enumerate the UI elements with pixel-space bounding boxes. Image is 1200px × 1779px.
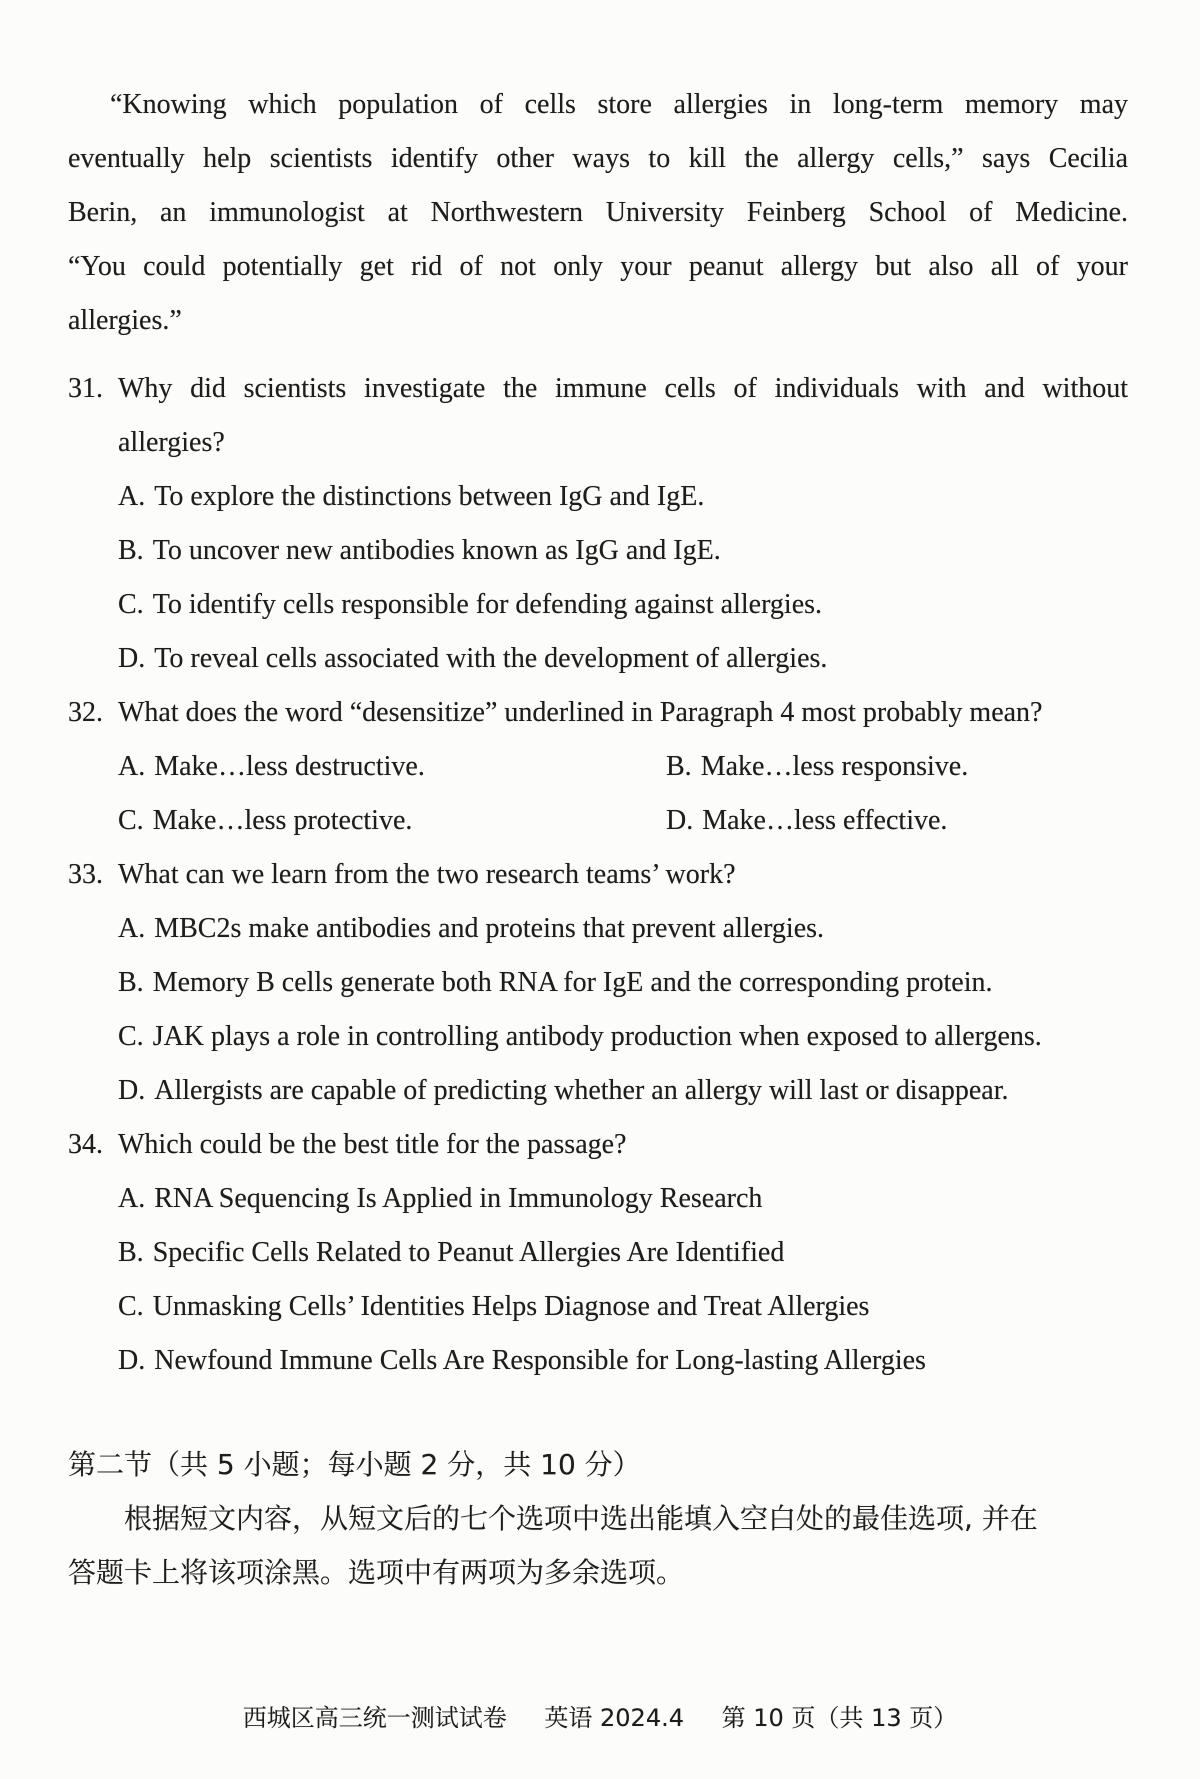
option-33-a <box>118 902 1128 956</box>
options-grid <box>118 740 1128 848</box>
option-text: JAK plays a role in controlling antibody production when exposed to allergens. <box>152 1021 1042 1052</box>
option-label: A. <box>118 481 146 512</box>
option-label: B. <box>666 751 692 782</box>
option-33-b <box>118 956 1128 1010</box>
options-list <box>118 470 1128 686</box>
option-32-b <box>666 740 1128 794</box>
option-label: C. <box>118 1291 144 1322</box>
option-label: A. <box>118 1183 146 1214</box>
question-stem-line: Why did scientists investigate the immune cells of individuals with and without <box>118 373 1128 404</box>
question-stem-line: allergies? <box>118 427 225 458</box>
passage-line: “Knowing which population of cells store allergies in long-term memory may <box>110 89 1128 120</box>
option-label: A. <box>118 751 146 782</box>
footer-exam-title: 西城区高三统一测试试卷 <box>242 1704 507 1732</box>
option-text: Unmasking Cells’ Identities Helps Diagnose and Treat Allergies <box>152 1291 870 1322</box>
option-text: RNA Sequencing Is Applied in Immunology Research <box>154 1183 763 1214</box>
option-text: To reveal cells associated with the development of allergies. <box>154 643 828 674</box>
option-text: Make…less destructive. <box>154 751 425 782</box>
footer-page-info: 第 10 页（共 13 页） <box>721 1704 958 1732</box>
option-31-c <box>118 578 1128 632</box>
section-2 <box>68 1438 1128 1600</box>
option-label: D. <box>666 805 694 836</box>
options-list <box>118 1172 1128 1388</box>
question-number: 33. <box>68 859 103 890</box>
option-text: MBC2s make antibodies and proteins that prevent allergies. <box>154 913 825 944</box>
option-31-a <box>118 470 1128 524</box>
passage-line: allergies.” <box>68 305 182 336</box>
question-stem-line: What can we learn from the two research teams’ work? <box>118 859 736 890</box>
question-stem-line: What does the word “desensitize” underlined in Paragraph 4 most probably mean? <box>118 697 1043 728</box>
option-text: Specific Cells Related to Peanut Allergies Are Identified <box>152 1237 785 1268</box>
option-text: Allergists are capable of predicting whether an allergy will last or disappear. <box>154 1075 1009 1106</box>
option-label: B. <box>118 967 144 998</box>
instruction-line: 答题卡上将该项涂黑。选项中有两项为多余选项。 <box>68 1556 685 1589</box>
option-31-b <box>118 524 1128 578</box>
option-text: Make…less protective. <box>152 805 413 836</box>
passage-line: Berin, an immunologist at Northwestern University Feinberg School of Medicine. <box>68 197 1128 228</box>
option-label: D. <box>118 643 146 674</box>
option-text: To uncover new antibodies known as IgG and IgE. <box>152 535 721 566</box>
question-31 <box>68 362 1128 686</box>
options-list <box>118 902 1128 1118</box>
question-32 <box>68 686 1128 848</box>
option-text: Newfound Immune Cells Are Responsible for Long-lasting Allergies <box>154 1345 926 1376</box>
question-number: 31. <box>68 373 103 404</box>
page-content <box>68 78 1128 1600</box>
option-text: To identify cells responsible for defending against allergies. <box>152 589 823 620</box>
option-34-c <box>118 1280 1128 1334</box>
option-label: D. <box>118 1345 146 1376</box>
question-stem-line: Which could be the best title for the passage? <box>118 1129 627 1160</box>
option-text: Memory B cells generate both RNA for IgE and the corresponding protein. <box>152 967 993 998</box>
question-number: 32. <box>68 697 103 728</box>
option-label: A. <box>118 913 146 944</box>
option-32-c <box>118 794 666 848</box>
option-32-a <box>118 740 666 794</box>
option-33-d <box>118 1064 1128 1118</box>
option-label: C. <box>118 805 144 836</box>
section-heading: 第二节（共 5 小题；每小题 2 分，共 10 分） <box>68 1448 641 1481</box>
passage-paragraph <box>68 78 1128 348</box>
option-text: To explore the distinctions between IgG and IgE. <box>154 481 705 512</box>
instruction-line: 根据短文内容，从短文后的七个选项中选出能填入空白处的最佳选项, 并在 <box>124 1502 1038 1535</box>
passage-line: eventually help scientists identify other ways to kill the allergy cells,” says Cecilia <box>68 143 1128 174</box>
option-label: B. <box>118 535 144 566</box>
question-34 <box>68 1118 1128 1388</box>
option-34-d <box>118 1334 1128 1388</box>
option-31-d <box>118 632 1128 686</box>
option-33-c <box>118 1010 1128 1064</box>
option-34-a <box>118 1172 1128 1226</box>
option-text: Make…less responsive. <box>700 751 969 782</box>
option-label: C. <box>118 1021 144 1052</box>
option-34-b <box>118 1226 1128 1280</box>
option-label: D. <box>118 1075 146 1106</box>
option-label: B. <box>118 1237 144 1268</box>
question-number: 34. <box>68 1129 103 1160</box>
option-text: Make…less effective. <box>702 805 948 836</box>
passage-line: “You could potentially get rid of not only your peanut allergy but also all of your <box>68 251 1128 282</box>
page-footer <box>0 1702 1200 1734</box>
footer-subject: 英语 2024.4 <box>544 1704 684 1732</box>
option-label: C. <box>118 589 144 620</box>
question-33 <box>68 848 1128 1118</box>
option-32-d <box>666 794 1128 848</box>
